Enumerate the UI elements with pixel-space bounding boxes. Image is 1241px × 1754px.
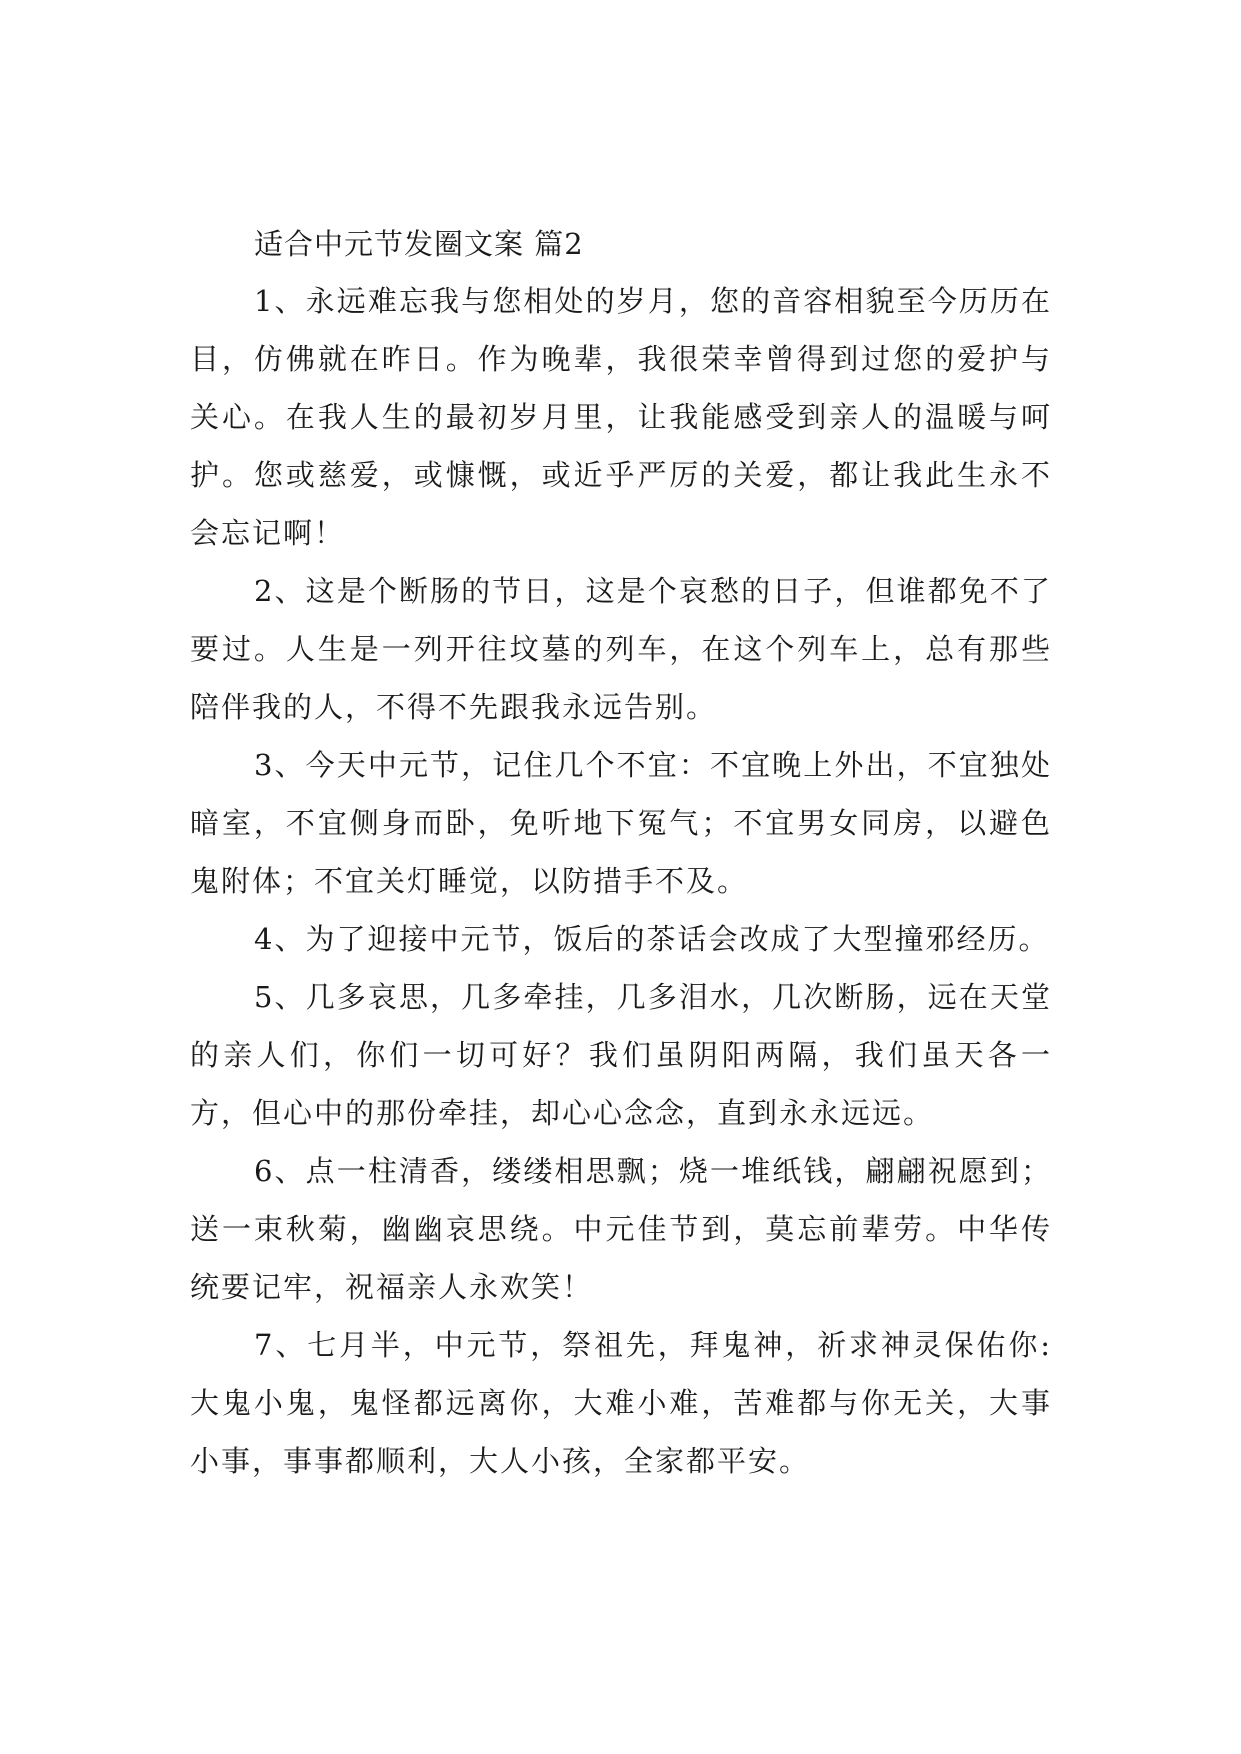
paragraph-3: 3、今天中元节，记住几个不宜：不宜晚上外出，不宜独处暗室，不宜侧身而卧，免听地下冤气；不宜男女同房，以避色鬼附体；不宜关灯睡觉，以防措手不及。 xyxy=(190,748,1052,898)
paragraph-6: 6、点一柱清香，缕缕相思飘；烧一堆纸钱，翩翩祝愿到；送一束秋菊，幽幽哀思绕。中元佳节到，莫忘前辈劳。中华传统要记牢，祝福亲人永欢笑！ xyxy=(190,1154,1052,1304)
paragraph-5: 5、几多哀思，几多牵挂，几多泪水，几次断肠，远在天堂的亲人们，你们一切可好？我们虽阴阳两隔，我们虽天各一方，但心中的那份牵挂，却心心念念，直到永永远远。 xyxy=(190,980,1052,1130)
section-heading: 适合中元节发圈文案 篇2 xyxy=(254,227,584,261)
paragraph-1: 1、永远难忘我与您相处的岁月，您的音容相貌至今历历在目，仿佛就在昨日。作为晚辈，我很荣幸曾得到过您的爱护与关心。在我人生的最初岁月里，让我能感受到亲人的温暖与呵护。您或慈爱，或慷慨，或近乎严厉的关爱，都让我此生永不会忘记啊！ xyxy=(190,284,1052,550)
document-body xyxy=(190,218,1052,1490)
paragraph-2: 2、这是个断肠的节日，这是个哀愁的日子，但谁都免不了要过。人生是一列开往坟墓的列车，在这个列车上，总有那些陪伴我的人，不得不先跟我永远告别。 xyxy=(190,574,1052,724)
paragraph-4: 4、为了迎接中元节，饭后的茶话会改成了大型撞邪经历。 xyxy=(254,922,1050,956)
paragraph-7: 7、七月半，中元节，祭祖先，拜鬼神，祈求神灵保佑你:大鬼小鬼，鬼怪都远离你，大难小难，苦难都与你无关，大事小事，事事都顺利，大人小孩，全家都平安。 xyxy=(190,1328,1052,1478)
